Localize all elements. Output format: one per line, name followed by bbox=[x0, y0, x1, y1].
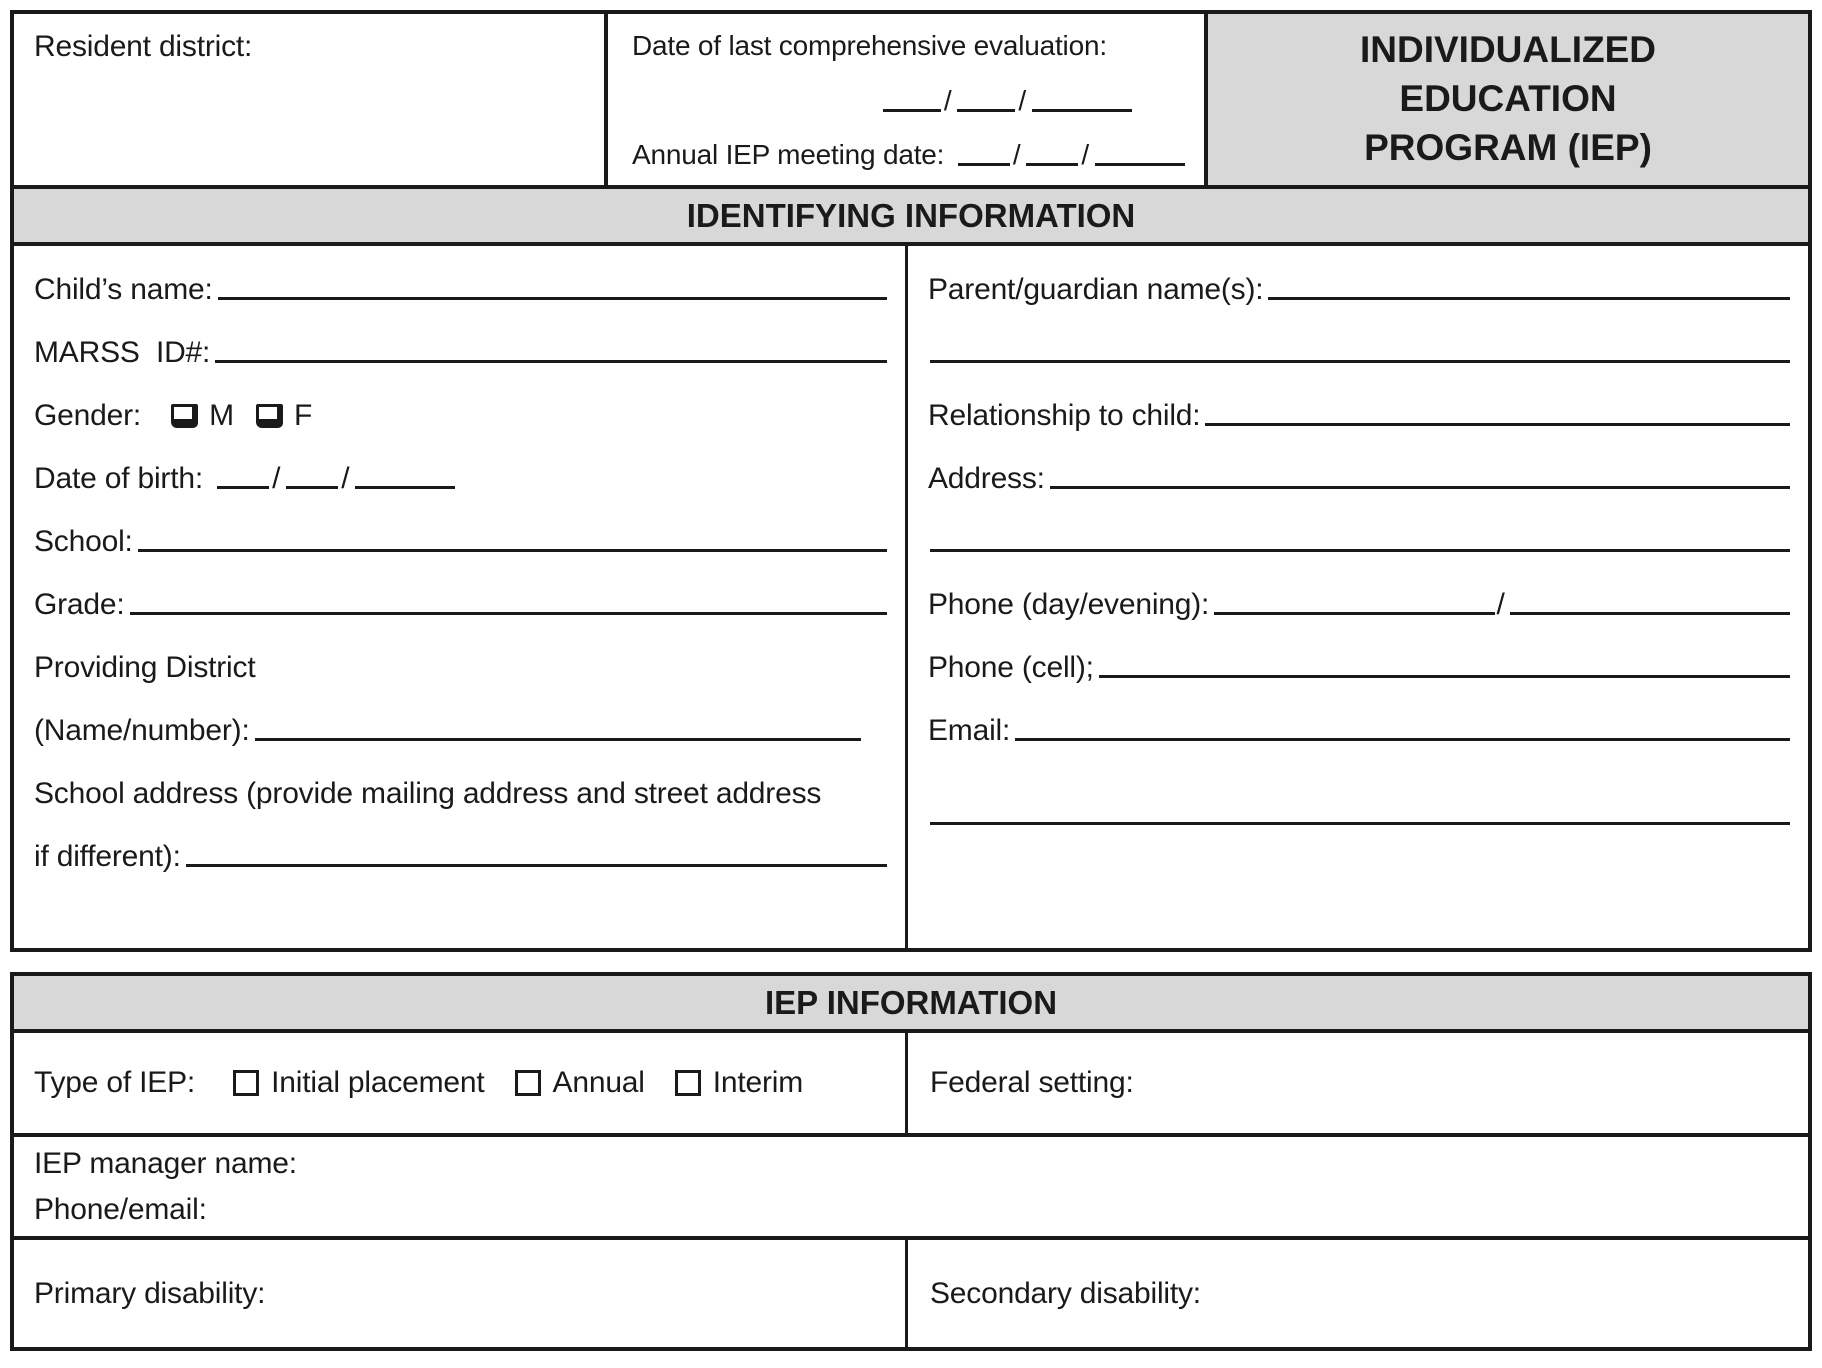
school-address-field-line2[interactable] bbox=[36, 948, 887, 951]
email-label: Email: bbox=[928, 714, 1011, 747]
date-separator: / bbox=[1018, 84, 1026, 116]
address-field[interactable] bbox=[1050, 486, 1790, 489]
childs-name-label: Child’s name: bbox=[34, 273, 213, 306]
phone-day-row bbox=[928, 567, 1792, 630]
eval-date-year-blank[interactable] bbox=[1032, 109, 1132, 112]
type-of-iep-label: Type of IEP: bbox=[34, 1066, 204, 1099]
initial-placement-label: Initial placement bbox=[271, 1066, 485, 1099]
email-field-line2[interactable] bbox=[930, 822, 1790, 825]
address-row bbox=[928, 441, 1792, 504]
parent-guardian-row2 bbox=[928, 315, 1792, 378]
eval-date-label: Date of last comprehensive evaluation: bbox=[632, 30, 1107, 61]
name-number-label: (Name/number): bbox=[34, 714, 250, 747]
date-separator: / bbox=[1081, 139, 1090, 170]
eval-date-day-blank[interactable] bbox=[957, 109, 1015, 112]
annual-meeting-row bbox=[632, 139, 1180, 171]
address-field-line2[interactable] bbox=[930, 549, 1790, 552]
gender-female-checkbox[interactable] bbox=[256, 404, 283, 428]
gender-row bbox=[34, 378, 889, 441]
parent-guardian-field-line2[interactable] bbox=[930, 360, 1790, 363]
school-row bbox=[34, 504, 889, 567]
eval-date-month-blank[interactable] bbox=[883, 109, 941, 112]
identifying-section-title: IDENTIFYING INFORMATION bbox=[686, 196, 1136, 234]
gender-male-label: M bbox=[209, 399, 234, 432]
federal-setting-cell[interactable] bbox=[908, 1033, 1808, 1133]
phone-cell-row bbox=[928, 630, 1792, 693]
date-of-birth-row bbox=[34, 441, 889, 504]
address-row2 bbox=[928, 504, 1792, 567]
relationship-label: Relationship to child: bbox=[928, 399, 1201, 432]
identifying-right-column bbox=[908, 246, 1808, 948]
evaluation-dates-cell bbox=[608, 14, 1208, 185]
phone-day-label: Phone (day/evening): bbox=[928, 588, 1210, 621]
annual-meeting-label: Annual IEP meeting date: bbox=[632, 139, 952, 170]
form-title-line1: INDIVIDUALIZED bbox=[1360, 29, 1656, 71]
iep-manager-label: IEP manager name: bbox=[34, 1146, 297, 1180]
grade-row bbox=[34, 567, 889, 630]
gender-label: Gender: bbox=[34, 399, 150, 432]
providing-district-row bbox=[34, 630, 889, 693]
school-address-row3 bbox=[34, 882, 889, 966]
marss-id-field[interactable] bbox=[215, 360, 887, 363]
parent-guardian-field[interactable] bbox=[1268, 297, 1790, 300]
date-separator: / bbox=[943, 84, 952, 116]
annual-checkbox[interactable] bbox=[515, 1070, 541, 1096]
school-label: School: bbox=[34, 525, 133, 558]
interim-checkbox[interactable] bbox=[675, 1070, 701, 1096]
date-of-birth-label: Date of birth: bbox=[34, 462, 212, 495]
gender-male-checkbox[interactable] bbox=[171, 404, 198, 428]
annual-date-month-blank[interactable] bbox=[958, 163, 1010, 166]
parent-guardian-label: Parent/guardian name(s): bbox=[928, 273, 1264, 306]
iep-type-row bbox=[14, 1033, 1808, 1137]
identifying-left-column bbox=[14, 246, 908, 948]
type-of-iep-cell bbox=[14, 1033, 908, 1133]
date-separator: / bbox=[341, 462, 350, 495]
marss-id-row bbox=[34, 315, 889, 378]
phone-day-field[interactable] bbox=[1214, 612, 1494, 615]
phone-evening-field[interactable] bbox=[1510, 612, 1790, 615]
iep-section-title: IEP INFORMATION bbox=[764, 983, 1058, 1021]
name-number-row bbox=[34, 693, 889, 756]
annual-date-day-blank[interactable] bbox=[1026, 163, 1078, 166]
identifying-content bbox=[14, 246, 1808, 948]
iep-section-header bbox=[14, 976, 1808, 1033]
form-title-line2: EDUCATION bbox=[1399, 78, 1617, 120]
resident-district-cell bbox=[14, 14, 608, 185]
grade-field[interactable] bbox=[130, 612, 887, 615]
school-address-row2 bbox=[34, 819, 889, 882]
dob-month-blank[interactable] bbox=[217, 486, 269, 489]
email-row2 bbox=[928, 756, 1792, 840]
annual-date-year-blank[interactable] bbox=[1095, 163, 1185, 166]
phone-cell-label: Phone (cell); bbox=[928, 651, 1094, 684]
name-number-field[interactable] bbox=[255, 738, 861, 741]
form-title-line3: PROGRAM (IEP) bbox=[1364, 126, 1652, 168]
date-separator: / bbox=[1012, 139, 1021, 170]
form-header-row bbox=[14, 14, 1808, 189]
secondary-disability-cell[interactable] bbox=[908, 1240, 1808, 1347]
iep-info-table bbox=[10, 972, 1812, 1351]
eval-date-field[interactable] bbox=[632, 85, 1180, 117]
initial-placement-checkbox[interactable] bbox=[233, 1070, 259, 1096]
form-title bbox=[1208, 14, 1808, 185]
primary-disability-label: Primary disability: bbox=[34, 1276, 266, 1310]
interim-label: Interim bbox=[712, 1066, 804, 1099]
address-label: Address: bbox=[928, 462, 1045, 495]
resident-district-label: Resident district: bbox=[34, 30, 253, 63]
secondary-disability-label: Secondary disability: bbox=[930, 1276, 1201, 1310]
iep-manager-row[interactable] bbox=[14, 1137, 1808, 1240]
grade-label: Grade: bbox=[34, 588, 125, 621]
marss-id-label: MARSS ID#: bbox=[34, 336, 211, 369]
primary-disability-cell[interactable] bbox=[14, 1240, 908, 1347]
federal-setting-label: Federal setting: bbox=[930, 1066, 1134, 1099]
school-address-label-line1: School address (provide mailing address and street address bbox=[34, 777, 822, 810]
parent-guardian-row bbox=[928, 252, 1792, 315]
school-address-field[interactable] bbox=[186, 864, 887, 867]
childs-name-row bbox=[34, 252, 889, 315]
date-separator: / bbox=[272, 462, 281, 495]
phone-cell-field[interactable] bbox=[1099, 675, 1790, 678]
gender-female-label: F bbox=[293, 399, 313, 432]
school-address-row1 bbox=[34, 756, 889, 819]
annual-label: Annual bbox=[552, 1066, 645, 1099]
header-table bbox=[10, 10, 1812, 952]
email-field[interactable] bbox=[1015, 738, 1790, 741]
childs-name-field[interactable] bbox=[218, 297, 887, 300]
providing-district-label: Providing District bbox=[34, 651, 256, 684]
disability-row bbox=[14, 1240, 1808, 1347]
relationship-field[interactable] bbox=[1205, 423, 1790, 426]
school-address-label-line2: if different): bbox=[34, 840, 181, 873]
email-row bbox=[928, 693, 1792, 756]
school-field[interactable] bbox=[138, 549, 887, 552]
relationship-row bbox=[928, 378, 1792, 441]
phone-separator: / bbox=[1496, 588, 1505, 621]
dob-year-blank[interactable] bbox=[355, 486, 455, 489]
phone-email-label: Phone/email: bbox=[34, 1192, 207, 1226]
identifying-section-header bbox=[14, 189, 1808, 246]
dob-day-blank[interactable] bbox=[286, 486, 338, 489]
